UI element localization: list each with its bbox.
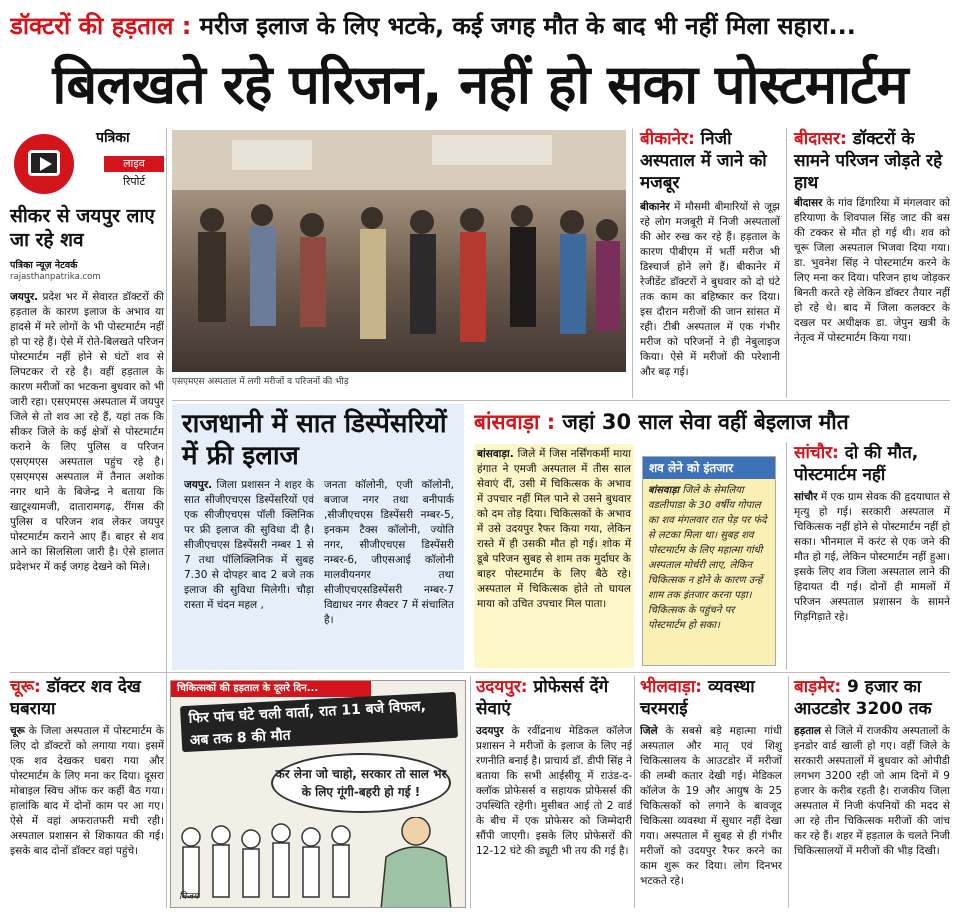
banswara-text: जिले में जिस नर्सिंगकर्मी माया हंगात ने एमजी अस्पताल में तीस साल सेवाएं दीं, उसी में चिकित्सक के अभाव में उपचार नहीं मिल पाने से उसने बुधवार को दम तोड़ दिया। चिकित्सकों के अभाव में उसे उदयपुर रैफर किया गया, लेकिन रास्ते में ही उसकी मौत हो गई। शोक में डूबे परिजन सुबह से शाम तक मुर्दाघर के बाहर पोस्टमार्टम के लिए बैठे रहे। अस्पताल में चिकित्सक होते तो घायल माया को उचित उपचार मिल पाता। [477,448,631,610]
bidasar-title-text: डॉक्टरों के सामने परिजन जोड़ते रहे हाथ [794,129,943,193]
shav-box [642,456,776,666]
bidasar-title-red: बीदासर: [794,129,847,149]
sanchore-title [794,442,950,488]
udaipur-text: के रवींद्रनाथ मेडिकल कॉलेज प्रशासन ने मरीजों के इलाज के लिए नई रणनीति बनाई है। प्राचार्य डॉ. डीपी सिंह ने बताया कि सभी आईसीयू में राउंड-द-क्लॉक प्रोफेसर्स व सहायक प्रोफेसर्स की उपस्थिति रहेगी। मुसीबत आई तो 2 वार्ड के बीच में एक प्रोफेसर को जिम्मेदारी सौंपी जाएगी। इसके लिए प्रोफेसरों की 12-12 घंटे की ड्यूटी भी तय की गई है। [476,725,632,857]
banswara-title-text: जहां 30 साल सेवा वहीं बेइलाज मौत [555,410,849,434]
sanchore-body [794,490,950,668]
udaipur-title-text: प्रोफेसर्स देंगे सेवाएं [476,677,609,719]
rajdhani-box [172,404,464,670]
logo-report: रिपोर्ट [123,175,145,188]
bhilwara-title [640,676,782,720]
bhilwara-dateline: जिले [640,725,658,737]
udaipur-title-red: उदयपुर: [476,677,528,697]
bikaner-text: में मौसमी बीमारियों से जूझ रहे लोग मजबूरी में निजी अस्पतालों की ओर रुख कर रहे हैं। हड़ताल के कारण पीबीएम में भर्ती मरीज भी डिस्चार्ज होने लगे हैं। बीकानेर में रेजीडेंट डॉक्टरों ने बुधवार को दो घंटे तक काम का बहिष्कार कर दिया। इस दौरान मरीजों की जान सांसत में रही। टीबी अस्पताल में एक गंभीर मरीज को परिजनों ने ही नेबुलाइज किया। ऐसे में मरीजों की परेशानी और बढ़ गई। [640,201,780,378]
barmer-text: से जिले में राजकीय अस्पतालों के इनडोर वार्ड खाली हो गए। वहीं जिले के सरकारी अस्पतालों में बुधवार को ओपीडी लगभग 3200 रही जो आम दिनों में 9 हजार के करीब रहती है। राजकीय जिला अस्पताल में निजी कंपनियों की मदद से आ रहे तीन चिकित्सक मरीजों की जांच कर रहे हैं। शहर में हड़ताल के चलते निजी चिकित्सालयों में मरीजों की भीड़ दिखी। [794,725,950,857]
headline: बिलखते रहे परिजन, नहीं हो सका पोस्टमार्टम [52,53,908,116]
barmer-title-text: 9 हजार का आउटडोर 3200 तक [794,677,932,719]
bidasar-body [794,196,950,396]
bhilwara-title-red: भीलवाड़ा: [640,677,703,697]
shav-box-body [643,479,775,637]
cartoon-banner: फिर पांच घंटे चली वार्ता, रात 11 बजे विफल, अब तक 8 की मौत [180,692,458,752]
bikaner-dateline: बीकानेर [640,201,670,213]
crowd-image [172,130,626,372]
sikar-byline: पत्रिका न्यूज़ नेटवर्क [10,260,78,271]
kicker [10,6,950,46]
shav-box-title: शव लेने को इंतजार [643,457,775,479]
rajdhani-dateline: जयपुर. [184,479,213,491]
udaipur-body [476,724,632,908]
cartoon [170,680,466,908]
rajdhani-body-b: जनता कॉलोनी, एजी कॉलोनी, बजाज नगर तथा बनीपार्क ,सीजीएचएस डिस्पेंसरी नम्बर-5, इनकम टैक्स कॉलोनी, ज्योति नगर, सीजीएचएस डिस्पेंसरी नम्बर-6, जीएसआई कॉलोनी मालवीयनगर तथा सीजीएचएसडिस्पेंसरी नम्बर-7 विद्याधर नगर सैक्टर 7 में संचालित है। [324,479,454,626]
sanchore-text: में एक ग्राम सेवक की हृदयाघात से मृत्यु हो गई। सरकारी अस्पताल में चिकित्सक नहीं होने से पोस्टमार्टम नहीं हो सका। भीनमाल में करंट से एक जने की मौत हो गई, लेकिन पोस्टमार्टम नहीं हुआ। इसके लिए शव जिला अस्पताल लाने की हिदायत दी गई। दोनों ही मामलों में परिजन अस्पताल प्रशासन के सामने गिड़गिड़ाते रहे। [794,491,950,623]
churu-title [10,676,164,720]
bhilwara-title-text: व्यवस्था चरमराई [640,677,755,719]
patrika-live-logo [8,128,94,200]
bikaner-title-text: निजी अस्पताल में जाने को मजबूर [640,129,767,193]
barmer-dateline: हड़ताल [794,725,822,737]
sanchore-title-red: सांचौर: [794,443,839,463]
bidasar-text: के गांव ढिंगारिया में मंगलवार को हरियाणा के शिवपाल सिंह जाट की बस की टक्कर से मौत हो गई थी। शव को चूरू जिला अस्पताल भिजवा दिया गया। डा. भुवनेश सिंह ने पोस्टमार्टम करने के लिए मना कर दिया। परिजन हाथ जोड़कर बिनती करते रहे लेकिन डॉक्टर तैयार नहीं हो रहे थे। बाद में जिला कलक्टर के दखल पर अधीक्षक डा. जेपुन खत्री के नेतृत्व में पोस्टमार्टम किया गया। [794,197,950,344]
sanchore-title-text: दो की मौत, पोस्टमार्टम नहीं [794,443,919,485]
barmer-body [794,724,950,908]
churu-title-text: डॉक्टर शव देख घबराया [10,677,141,719]
cartoon-speech: कर लेना जो चाहो, सरकार तो साल भर के लिए गूंगी-बहरी हो गई ! [271,753,451,813]
bhilwara-text: के सबसे बड़े महात्मा गांधी अस्पताल और मातृ एवं शिशु चिकित्सालय के आउटडोर में मरीजों की लम्बी कतार देखी गई। मेडिकल कॉलेज के 19 और आयुष के 25 चिकित्सकों को लगाने के बावजूद चिकित्सा व्यवस्था में सुधार नहीं देखा गया। अस्पताल में सुबह से ही गंभीर मरीजों को उदयपुर रैफर करने का काम शुरू कर दिया। लोग दिनभर भटकते रहे। [640,725,782,887]
udaipur-dateline: उदयपुर [476,725,504,737]
logo-live: लाइव [104,156,164,172]
bidasar-dateline: बीदासर [794,197,823,209]
bhilwara-body [640,724,782,908]
banswara-dateline: बांसवाड़ा. [477,448,514,460]
udaipur-title [476,676,632,720]
barmer-title [794,676,950,720]
logo-brand: पत्रिका [96,130,130,146]
banswara-title-red: बांसवाड़ा : [474,410,556,434]
shav-box-text: जिले के सेमलिया वडलीपाडा के 30 वर्षीय गोपाल का शव मंगलवार रात पेड़ पर फंदे से लटका मिला था। सुबह शव पोस्टमार्टम के लिए महात्मा गांधी अस्पताल मोर्चरी लाए, लेकिन चिकित्सक न होने के कारण उन्हें शाम तक इंतजार करना पड़ा। चिकित्सक के पहुंचने पर पोस्टमार्टम हो सका। [648,485,767,631]
rajdhani-title: राजधानी में सात डिस्पेंसरियों में फ्री इलाज [182,409,447,471]
cartoon-signature: विजय [179,892,199,902]
bikaner-body [640,200,780,396]
bikaner-title [640,128,780,198]
rajdhani-body-a [184,478,314,666]
churu-dateline: चूरू [10,725,25,737]
sanchore-dateline: सांचौर [794,491,818,503]
cartoon-tag: चिकित्सकों की हड़ताल के दूसरे दिन... [171,681,371,697]
churu-title-red: चूरू: [10,677,41,697]
churu-text: के जिला अस्पताल में पोस्टमार्टम के लिए दो डॉक्टरों को लगाया गया। इसमें एक शव देखकर घबरा गया और पोस्टमार्टम के लिए मना कर दिया। दूसरा मोबाइल स्विच ऑफ कर कहीं बैठ गया। हालांकि बाद में दोनों काम पर आ गए। ऐसे में वहां अफरातफरी मची रही। अस्पताल प्रशासन से शिकायत की गई। इसके बाद दोनों डॉक्टर वहां पहुंचे। [10,725,164,857]
hospital-crowd-photo [172,130,626,372]
churu-body [10,724,164,908]
kicker-text: मरीज इलाज के लिए भटके, कई जगह मौत के बाद भी नहीं मिला सहारा... [191,12,856,40]
photo-caption: एसएमएस अस्पताल में लगी मरीजों व परिजनों की भीड़ [172,377,349,387]
bidasar-title [794,128,950,194]
sikar-body [10,290,164,662]
banswara-title [474,404,950,440]
play-icon [28,150,60,176]
kicker-label: डॉक्टरों की हड़ताल : [10,12,192,40]
sikar-dateline: जयपुर. [10,291,39,303]
banswara-body [474,444,634,668]
sikar-text: प्रदेश भर में सेवारत डॉक्टरों की हड़ताल के कारण इलाज के अभाव या हादसे में मरे लोगों के भी पोस्टमार्टम नहीं हो पा रहे हैं। ऐसे में रोते-बिलखते परिजन पोस्टमार्टम नहीं होने से घंटों शव से लिपटकर रो रहे है। वहीं हड़ताल के कारण मरीजों का भटकना बुधवार को भी जारी रहा। एसएमएस अस्पताल में जयपुर जिले से तो शव आ रहे हैं, यहां तक कि सीकर जिले के कई क्षेत्रों से पोस्टमार्टम कराने के लिए पुलिस व परिजन एसएमएस अस्पताल पहुंच रहे है। एसएमएस अस्पताल में तैनात अशोक नगर थाने के बिजेन्द्र ने बताया कि खाटूश्यामजी, दातारामगढ़, रींगस की पुलिस व परिजन शव लेकर जयपुर पोस्टमार्टम कराने आए हैं। बाहर से शव आने का सिलसिला जारी है। ऐसे हालात प्रदेशभर में कई जगह देखने को मिले। [10,291,164,573]
rajdhani-text-a: जिला प्रशासन ने शहर के सात सीजीएचएस डिस्पेंसरियों एवं एक सीजीएचएस पॉली क्लिनिक पर फ्री इलाज की सुविधा दी है। सीजीएचएस डिस्पेंसरी नम्बर 1 से 7 तथा पॉलिक्लिनिक में सुबह 7.30 से दोपहर बाद 2 बजे तक इलाज की सुविधा मिलेगी। चौड़ा रास्ता में चंदन महल , [184,479,314,611]
sikar-site: rajasthanpatrika.com [10,272,101,282]
barmer-title-red: बाड़मेर: [794,677,842,697]
shav-box-dateline: बांसवाड़ा [648,485,680,496]
sikar-title: सीकर से जयपुर लाए जा रहे शव [10,205,155,251]
bikaner-title-red: बीकानेर: [640,129,695,149]
